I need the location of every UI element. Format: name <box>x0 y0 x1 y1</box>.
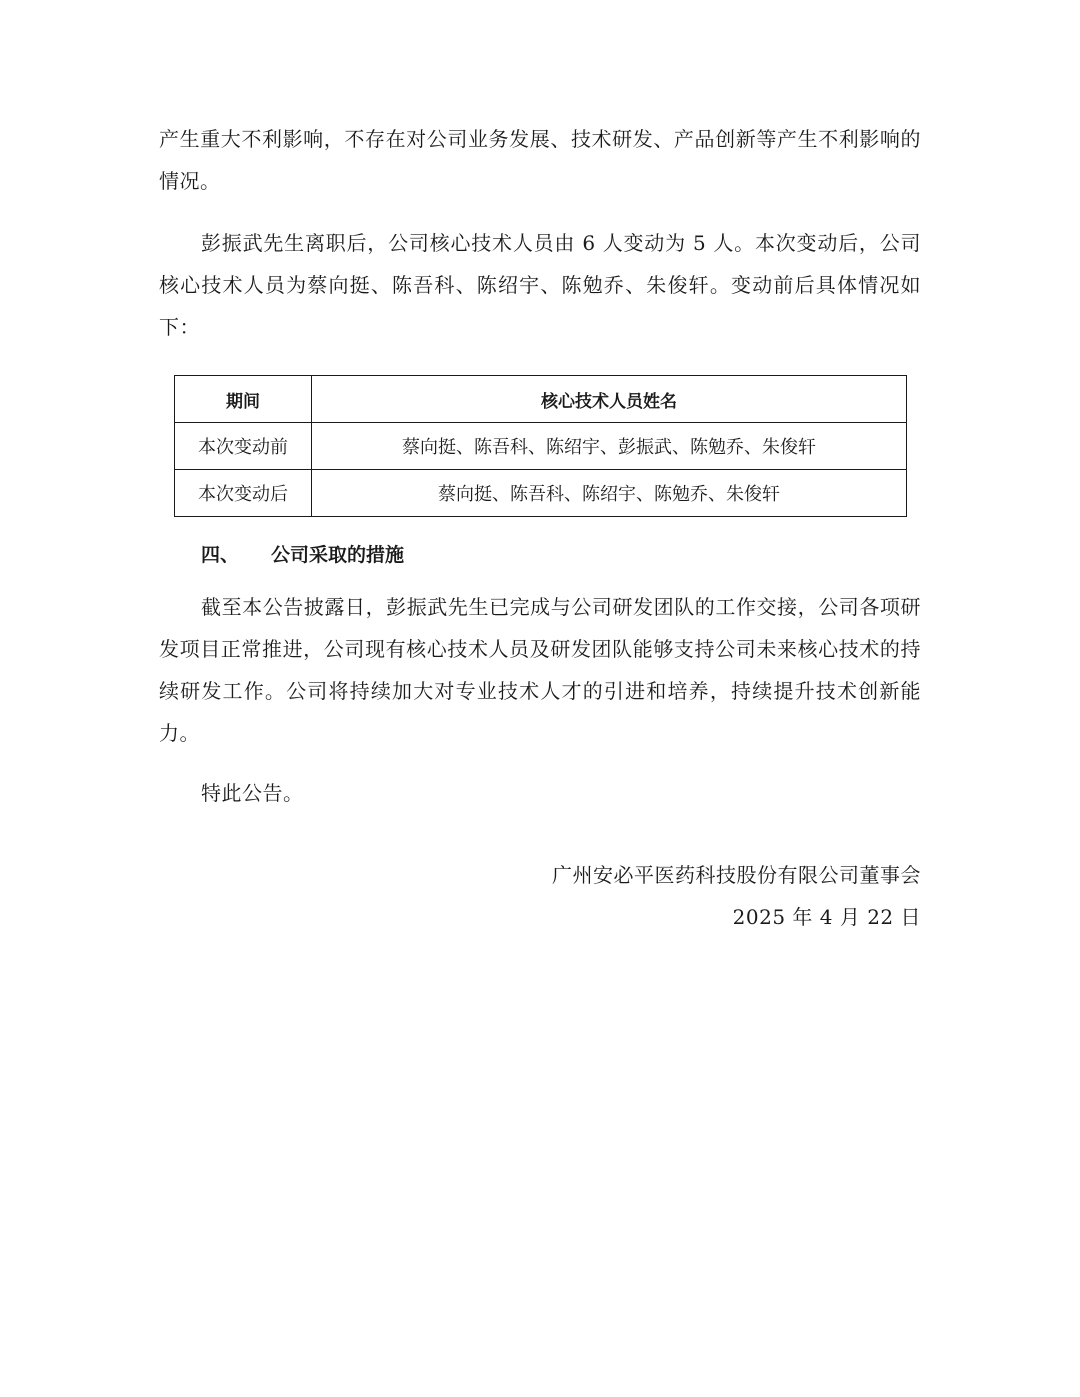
cell-names-after: 蔡向挺、陈吾科、陈绍宇、陈勉乔、朱俊轩 <box>312 470 907 517</box>
header-period: 期间 <box>175 376 312 423</box>
cell-period-after: 本次变动后 <box>175 470 312 517</box>
section-heading <box>201 534 404 576</box>
header-names: 核心技术人员姓名 <box>312 376 907 423</box>
paragraph-closing: 特此公告。 <box>201 781 304 805</box>
section-number: 四、 <box>201 544 240 566</box>
signature-block <box>552 854 921 938</box>
paragraph-measures: 截至本公告披露日，彭振武先生已完成与公司研发团队的工作交接，公司各项研发项目正常推进，公司现有核心技术人员及研发团队能够支持公司未来核心技术的持续研发工作。公司将持续加大对专业技术人才的引进和培养，持续提升技术创新能力。 <box>159 595 921 745</box>
signature-company: 广州安必平医药科技股份有限公司董事会 <box>552 863 921 887</box>
table-row <box>175 423 907 470</box>
paragraph-personnel-change: 彭振武先生离职后，公司核心技术人员由 6 人变动为 5 人。本次变动后，公司核心技术人员为蔡向挺、陈吾科、陈绍宇、陈勉乔、朱俊轩。变动前后具体情况如下： <box>159 231 921 339</box>
table-header-row <box>175 376 907 423</box>
core-staff-table <box>174 375 907 517</box>
section-title: 公司采取的措施 <box>271 544 405 566</box>
cell-names-before: 蔡向挺、陈吾科、陈绍宇、彭振武、陈勉乔、朱俊轩 <box>312 423 907 470</box>
table-row <box>175 470 907 517</box>
paragraph-impact-continuation: 产生重大不利影响，不存在对公司业务发展、技术研发、产品创新等产生不利影响的情况。 <box>159 127 921 193</box>
signature-date: 2025 年 4 月 22 日 <box>732 905 921 929</box>
cell-period-before: 本次变动前 <box>175 423 312 470</box>
